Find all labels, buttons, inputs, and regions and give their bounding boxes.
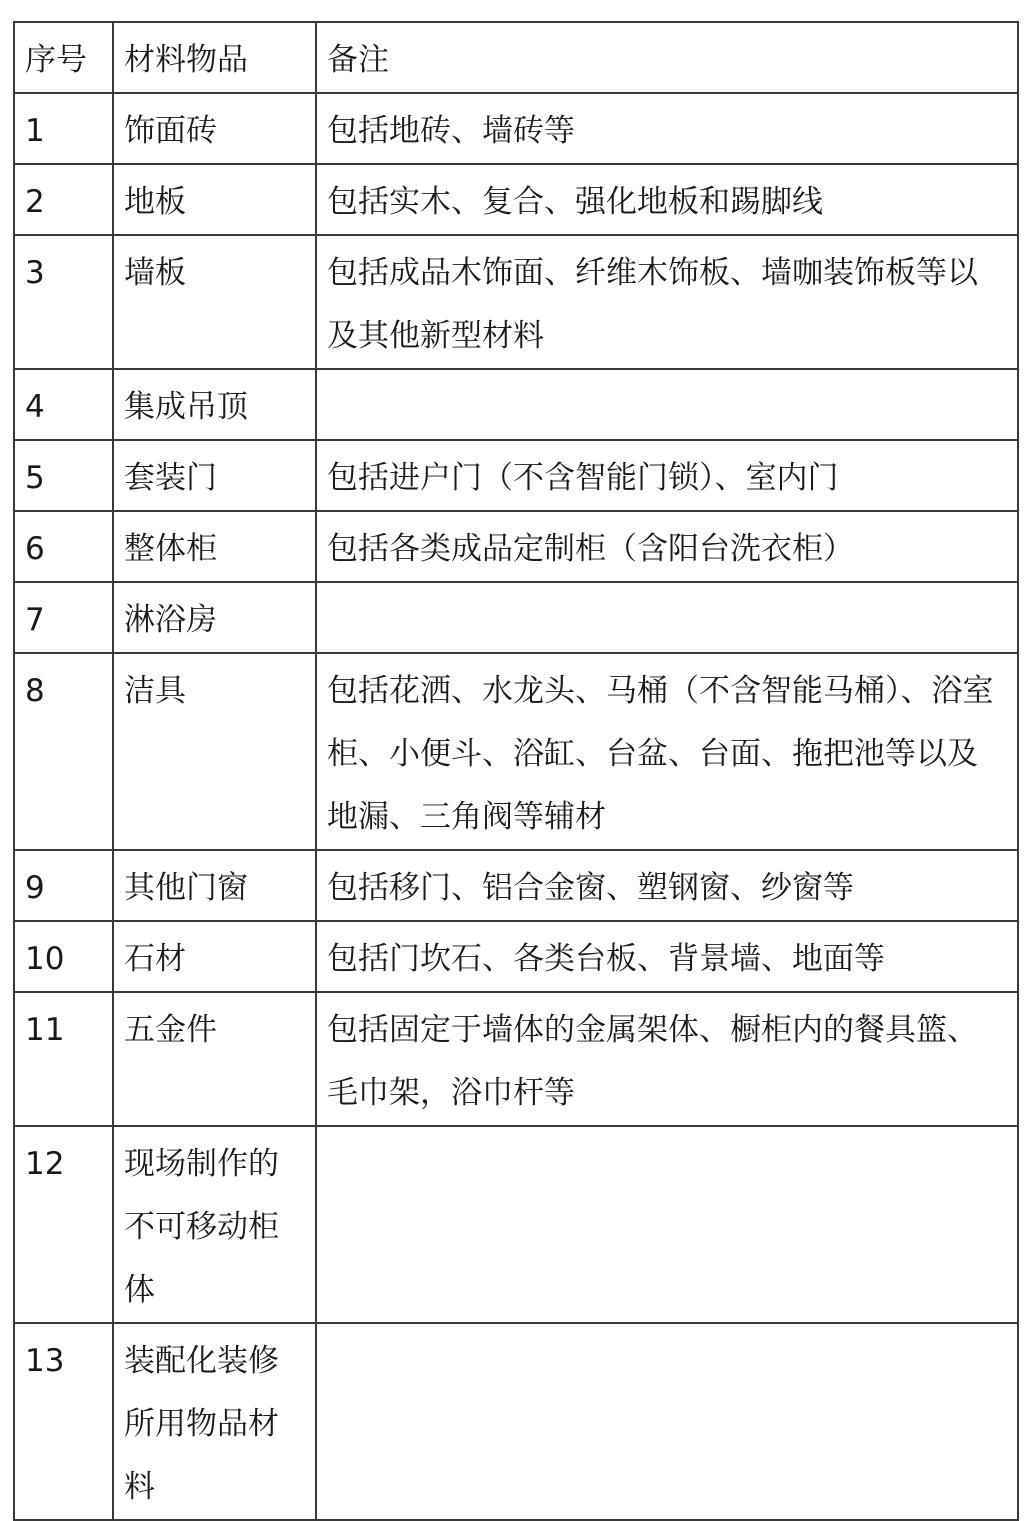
row-item: 集成吊顶 xyxy=(113,369,316,440)
table-row xyxy=(14,921,1018,992)
header-note: 备注 xyxy=(316,22,1018,93)
row-item: 套装门 xyxy=(113,440,316,511)
header-row xyxy=(14,22,1018,93)
table-row xyxy=(14,1323,1018,1520)
table-row xyxy=(14,440,1018,511)
materials-table-container xyxy=(13,21,1017,1521)
row-index: 1 xyxy=(14,93,113,164)
row-index: 10 xyxy=(14,921,113,992)
table-row xyxy=(14,164,1018,235)
row-note: 包括地砖、墙砖等 xyxy=(316,93,1018,164)
table-row xyxy=(14,850,1018,921)
row-note: 包括门坎石、各类台板、背景墙、地面等 xyxy=(316,921,1018,992)
row-note: 包括实木、复合、强化地板和踢脚线 xyxy=(316,164,1018,235)
row-note: 包括移门、铝合金窗、塑钢窗、纱窗等 xyxy=(316,850,1018,921)
row-item: 五金件 xyxy=(113,992,316,1126)
row-note: 包括固定于墙体的金属架体、橱柜内的餐具篮、毛巾架，浴巾杆等 xyxy=(316,992,1018,1126)
row-note: 包括进户门（不含智能门锁）、室内门 xyxy=(316,440,1018,511)
row-item: 石材 xyxy=(113,921,316,992)
row-item: 装配化装修所用物品材料 xyxy=(113,1323,316,1520)
row-item: 地板 xyxy=(113,164,316,235)
row-item: 饰面砖 xyxy=(113,93,316,164)
table-row xyxy=(14,93,1018,164)
row-item: 其他门窗 xyxy=(113,850,316,921)
row-index: 8 xyxy=(14,653,113,850)
row-index: 13 xyxy=(14,1323,113,1520)
row-note xyxy=(316,582,1018,653)
row-index: 11 xyxy=(14,992,113,1126)
row-item: 洁具 xyxy=(113,653,316,850)
header-index: 序号 xyxy=(14,22,113,93)
table-row xyxy=(14,653,1018,850)
row-index: 12 xyxy=(14,1126,113,1323)
row-note xyxy=(316,369,1018,440)
row-note xyxy=(316,1323,1018,1520)
row-note: 包括各类成品定制柜（含阳台洗衣柜） xyxy=(316,511,1018,582)
row-item: 淋浴房 xyxy=(113,582,316,653)
row-index: 7 xyxy=(14,582,113,653)
row-index: 4 xyxy=(14,369,113,440)
row-note: 包括成品木饰面、纤维木饰板、墙咖装饰板等以及其他新型材料 xyxy=(316,235,1018,369)
row-note: 包括花洒、水龙头、马桶（不含智能马桶）、浴室柜、小便斗、浴缸、台盆、台面、拖把池等以及地漏、三角阀等辅材 xyxy=(316,653,1018,850)
row-item: 现场制作的不可移动柜体 xyxy=(113,1126,316,1323)
table-row xyxy=(14,992,1018,1126)
table-row xyxy=(14,582,1018,653)
table-row xyxy=(14,1126,1018,1323)
row-index: 6 xyxy=(14,511,113,582)
header-item: 材料物品 xyxy=(113,22,316,93)
table-row xyxy=(14,235,1018,369)
materials-table xyxy=(13,21,1019,1521)
row-index: 5 xyxy=(14,440,113,511)
row-item: 墙板 xyxy=(113,235,316,369)
row-index: 2 xyxy=(14,164,113,235)
table-row xyxy=(14,369,1018,440)
row-item: 整体柜 xyxy=(113,511,316,582)
table-row xyxy=(14,511,1018,582)
row-index: 9 xyxy=(14,850,113,921)
row-index: 3 xyxy=(14,235,113,369)
row-note xyxy=(316,1126,1018,1323)
